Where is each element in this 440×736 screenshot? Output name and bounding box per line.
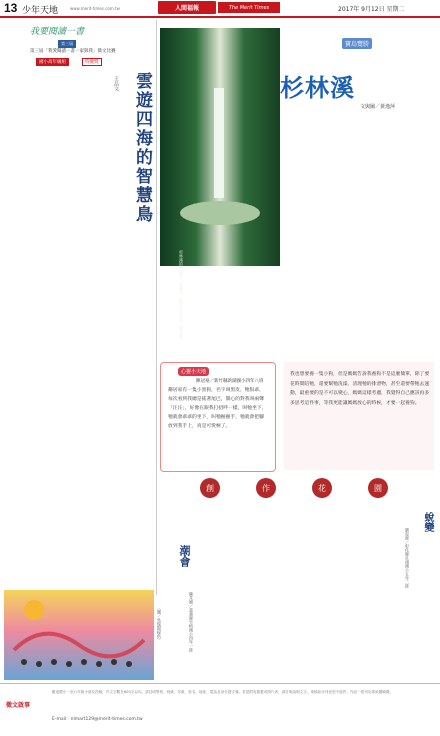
sun-shape [24, 600, 44, 620]
contest-edition-tag: 第三屆 [58, 40, 76, 48]
transform-author: 劉星源／彰化縣社頭國小五年二班 [405, 528, 410, 588]
tide-author: 陳芃穎／嘉義縣竹崎國小四年一班 [189, 592, 194, 652]
garden-circle-3: 花 [312, 478, 332, 498]
contest-logo: 我要閱讀一書 [30, 27, 85, 37]
header-url: www.merit-times.com.tw [70, 6, 120, 11]
heart-column-tag: 心靈小天地 [178, 367, 209, 376]
article-body-block [6, 72, 110, 272]
children-illustration [4, 590, 154, 680]
illustration-caption: （圖／吳俊賢提供） [157, 606, 162, 642]
figures-group [21, 659, 132, 667]
footer-brand: 徵文啟事 [6, 702, 31, 709]
tide-title: 潮會 [178, 545, 191, 567]
article-body-block [6, 280, 154, 430]
feature-body-block [284, 112, 434, 262]
article-body-block [6, 436, 154, 586]
feature-tag: 寶島覽勝 [342, 38, 372, 49]
waterfall-shape [214, 88, 224, 198]
quote-text: 我也想要養一隻小狗，但是媽媽告訴我養狗不是這麼簡單，除了要花時間陪牠，還要幫牠洗澡、清理牠的排泄物，甚至還要帶牠去運動，最重要的是不可以變心，媽媽這樣考慮，我覺得自己應該再多多思考這件事，等我更能讓媽媽放心的時候，才要一起養狗。 [290, 372, 430, 406]
transform-body-block [200, 504, 396, 676]
article-title: 雲遊四海的智慧鳥 [132, 72, 152, 224]
feature-title: 杉林溪 [280, 74, 355, 102]
feature-body-block [160, 268, 434, 358]
waterfall-drawing [160, 28, 280, 266]
garden-circle-1: 創 [200, 478, 220, 498]
grade-badge: 國小高年級組 [36, 58, 69, 66]
award-badge: 特優獎 [82, 58, 102, 66]
photo-caption: 杉林溪的西瀑布—松瀧岩，廣受大家喜好—陳芃儀 [179, 250, 184, 338]
contest-subtitle: 第三屆「我愛閱讀一書一家與我」徵文比賽 [30, 49, 116, 54]
heart-column-text: 鄰居家有一隻小黑狗，名字叫黑皮，牠很乖，每次看到我總是搖著尾巴，開心的對我叫兩聲「汪汪」，好像在跟我打招呼一樣，叫牠坐下，牠就會乖乖的坐下，叫牠握握手，牠就會把腳放到我手上，真是可愛極了。 [168, 388, 267, 429]
garden-circle-4: 園 [368, 478, 388, 498]
heart-column-author: 陳冠豪／新竹縣新湖國小四年八班 [196, 379, 264, 384]
newspaper-logo-en: The Merit Times [218, 2, 280, 13]
footer-email[interactable]: E-mail：nlmart129@merit-times.com.tw [52, 717, 143, 722]
illustration-drawing [4, 590, 154, 680]
issue-date: 2017年 9月12日 星期二 [338, 6, 405, 13]
pool-shape [180, 201, 260, 225]
article-author: 王品文 [113, 76, 119, 91]
newspaper-logo: 人間福報 [158, 1, 216, 14]
feature-author: 文與圖／黃逸萍 [360, 104, 396, 110]
column-divider [156, 20, 157, 595]
waterfall-photo [160, 28, 280, 266]
tide-body-block [160, 504, 188, 676]
section-title: 少年天地 [22, 6, 59, 16]
page-number: 13 [4, 1, 18, 15]
garden-circle-2: 作 [256, 478, 276, 498]
transform-title: 蛻變 [422, 512, 433, 532]
wave-shape [14, 634, 144, 657]
footer-note: 歡迎國小一至六年級小朋友投稿，作文字數在600字以內。請註明學校、班級、年級、姓名、地址、電話及身分證字號。若是附有插畫或照片者，請註明說明文字。來稿如未刊登恕不退件。作品一經刊出即致贈稿費。 [52, 690, 394, 694]
